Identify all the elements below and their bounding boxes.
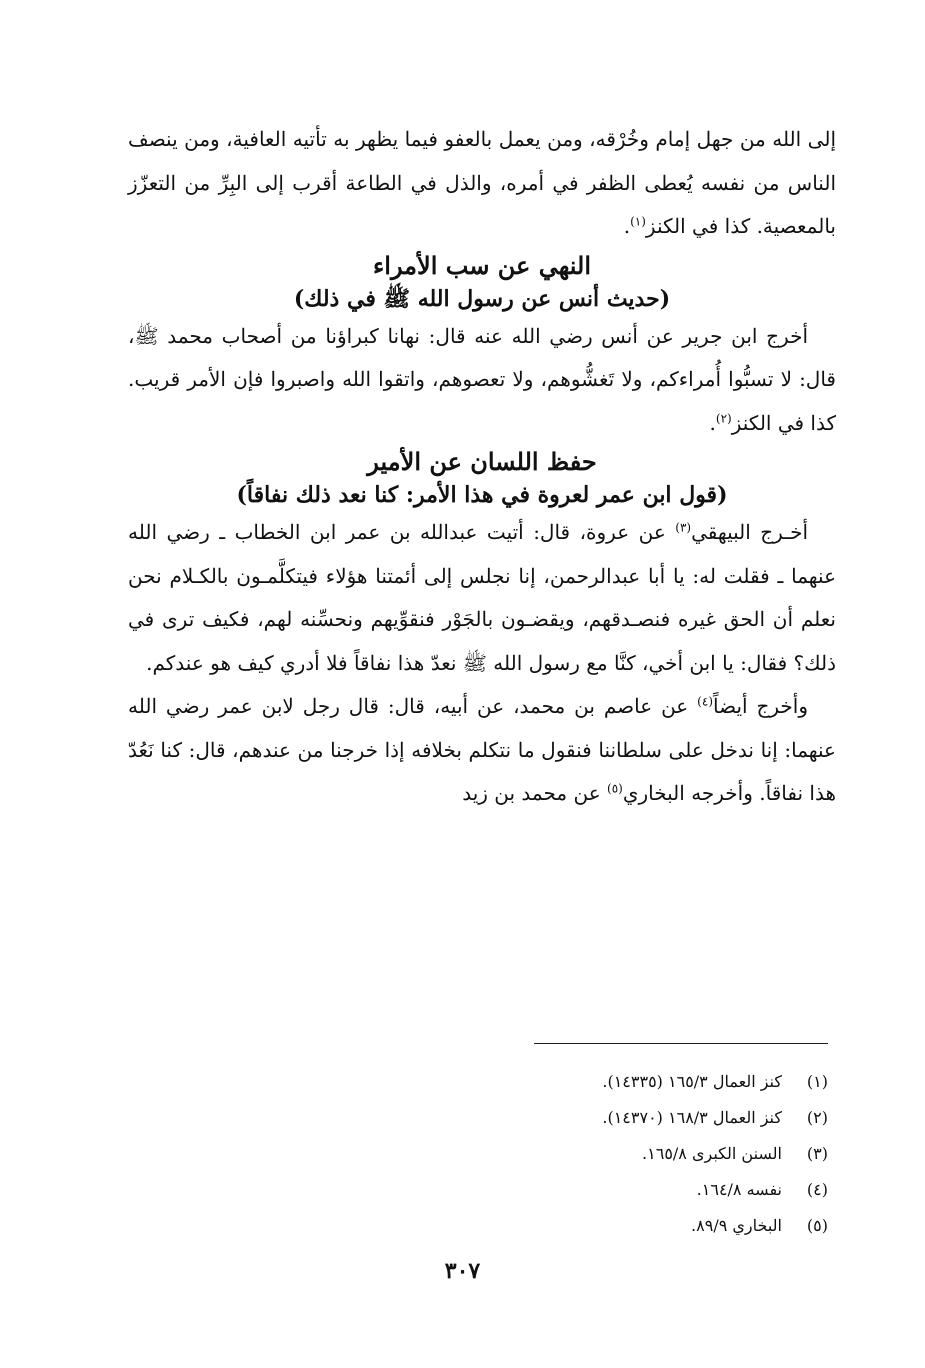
footnote-number: (٣) xyxy=(806,1144,828,1163)
footnote-ref-2: (٢) xyxy=(715,410,732,425)
paragraph-1: إلى الله من جهل إمام وخُرْقه، ومن يعمل بالعفو فيما يظهر به تأتيه العافية، ومن ينصف الناس من نفسه يُعطى الظفر في أمره، والذل في الطاعة أقرب إلى البِرِّ من التعزّز بالمعصية. كذا في الكنز$^{(١)}$. xyxy=(128,127,836,238)
paragraph-3: أخـرج البيهقي$^{(٣)}$ عن عروة، قال: أتيت عبدالله بن عمر ابن الخطاب ـ رضي الله عنهما ـ فقلت له: يا أبا عبدالرحمن، إنا نجلس إلى أئمتنا هؤلاء فيتكلَّمـون بالكـلام نحن نعلم أن الحق غيره فنصـدقهم، ويقضـون بالجَوْر فنقوِّيهم ونحسِّنه لهم، فكيف ترى في ذلك؟ فقال: يا ابن أخي، كنَّا مع رسول الله ﷺ نعدّ هذا نفاقاً فلا أدري كيف هو عندكم. xyxy=(128,520,836,675)
footnote-ref-1: (١) xyxy=(630,214,646,229)
footnote-item xyxy=(380,1208,828,1244)
footnote-ref-3: (٣) xyxy=(675,520,692,535)
footnote-item xyxy=(380,1064,828,1100)
footnote-divider xyxy=(534,1043,828,1044)
subheading-1: (حديث أنس عن رسول الله ﷺ في ذلك) xyxy=(293,285,671,312)
footnote-number: (١) xyxy=(806,1072,828,1091)
footnote-item xyxy=(380,1100,828,1136)
paragraph-2: أخرج ابن جرير عن أنس رضي الله عنه قال: نهانا كبراؤنا من أصحاب محمد ﷺ، قال: لا تسبُّوا أُمراءكم، ولا تَغشُّوهم، ولا تعصوهم، واتقوا الله واصبروا فإن الأمر قريب. كذا في الكنز$^{(٢)}$. xyxy=(128,323,836,435)
footnote-item xyxy=(380,1172,828,1208)
subheading-2: (قول ابن عمر لعروة في هذا الأمر: كنا نعد ذلك نفاقاً) xyxy=(236,482,728,508)
footnote-text: السنن الكبرى ١٦٥/٨. xyxy=(642,1144,782,1163)
footnote-item xyxy=(380,1136,828,1172)
section-heading-1: النهي عن سب الأمراء xyxy=(372,250,592,280)
footnote-ref-4: (٤) xyxy=(697,694,713,709)
footnote-text: كنز العمال ١٦٨/٣ (١٤٣٧٠). xyxy=(602,1108,782,1127)
footnote-number: (٥) xyxy=(806,1216,828,1235)
section-heading-2: حفظ اللسان عن الأمير xyxy=(367,447,597,476)
footnote-text: البخاري ٨٩/٩. xyxy=(691,1216,782,1235)
footnote-text: كنز العمال ١٦٥/٣ (١٤٣٣٥). xyxy=(602,1072,782,1091)
footnote-number: (٤) xyxy=(806,1180,828,1199)
paragraph-4: وأخرج أيضاً$^{(٤)}$ عن عاصم بن محمد، عن أبيه، قال: قال رجل لابن عمر رضي الله عنهما: إنا ندخل على سلطاننا فنقول ما نتكلم بخلافه إذا خرجنا من عندهم، قال: كنا نَعُدّ هذا نفاقاً. وأخرجه البخاري$^{(٥)}$ عن محمد بن زيد xyxy=(128,694,836,805)
footnote-number: (٢) xyxy=(806,1108,828,1127)
page-number: ٣٠٧ xyxy=(444,1258,481,1284)
footnote-ref-5: (٥) xyxy=(607,781,623,796)
footnote-text: نفسه ١٦٤/٨. xyxy=(696,1180,782,1199)
main-text xyxy=(128,118,836,816)
footnotes-list xyxy=(380,1064,828,1244)
